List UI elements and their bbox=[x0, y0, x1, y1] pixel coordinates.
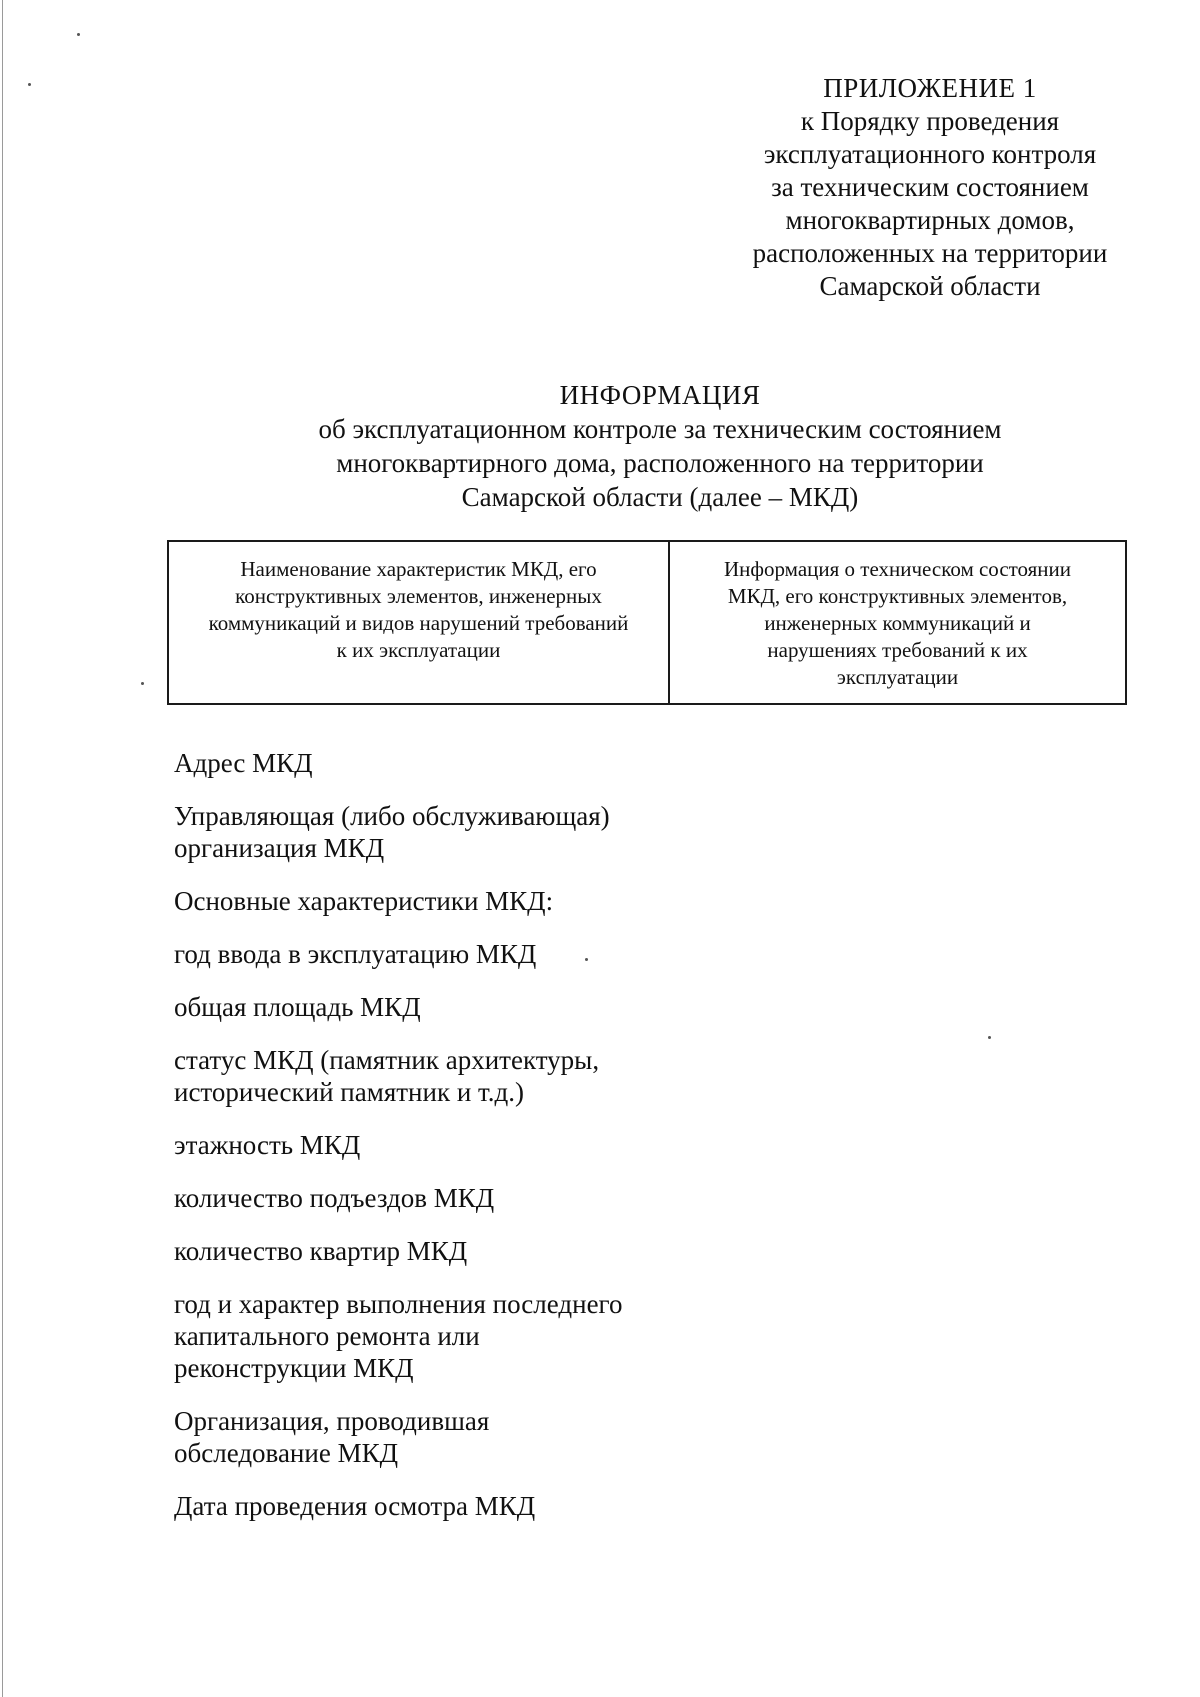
info-table bbox=[167, 540, 1127, 705]
heading-subtitle-line: Самарской области (далее – МКД) bbox=[461, 482, 859, 512]
appendix-block bbox=[700, 72, 1160, 303]
appendix-line: расположенных на территории bbox=[752, 238, 1108, 268]
field-address bbox=[174, 747, 734, 779]
heading-subtitle-line: многоквартирного дома, расположенного на территории bbox=[336, 448, 984, 478]
heading-subtitle-line: об эксплуатационном контроле за техническим состоянием bbox=[318, 414, 1002, 444]
table-header-technical-state bbox=[669, 541, 1126, 704]
field-line: год и характер выполнения последнего bbox=[174, 1289, 623, 1319]
field-list bbox=[174, 747, 734, 1543]
field-line: год ввода в эксплуатацию МКД bbox=[174, 939, 537, 969]
field-apartments bbox=[174, 1235, 734, 1267]
appendix-line: за техническим состоянием bbox=[771, 172, 1089, 202]
header-line: эксплуатации bbox=[836, 665, 959, 689]
scan-speck bbox=[28, 83, 31, 86]
heading-title: ИНФОРМАЦИЯ bbox=[559, 380, 761, 410]
field-line: Основные характеристики МКД: bbox=[174, 886, 554, 916]
scan-speck bbox=[585, 958, 588, 961]
header-line: нарушениях требований к их bbox=[767, 638, 1028, 662]
field-line: капитального ремонта или bbox=[174, 1321, 480, 1351]
scan-edge-line bbox=[2, 0, 3, 1697]
field-entrances bbox=[174, 1182, 734, 1214]
field-line: статус МКД (памятник архитектуры, bbox=[174, 1045, 600, 1075]
field-line: обследование МКД bbox=[174, 1438, 399, 1468]
field-inspection-date bbox=[174, 1490, 734, 1522]
scan-speck bbox=[141, 682, 144, 685]
header-line: Наименование характеристик МКД, его bbox=[240, 557, 597, 581]
field-floors bbox=[174, 1129, 734, 1161]
appendix-line: эксплуатационного контроля bbox=[763, 139, 1097, 169]
appendix-line: многоквартирных домов, bbox=[785, 205, 1075, 235]
field-last-repair bbox=[174, 1288, 734, 1384]
header-line: Информация о техническом состоянии bbox=[723, 557, 1072, 581]
field-line: Управляющая (либо обслуживающая) bbox=[174, 801, 610, 831]
table-header-characteristics bbox=[168, 541, 669, 704]
field-line: исторический памятник и т.д.) bbox=[174, 1077, 525, 1107]
field-line: организация МКД bbox=[174, 833, 385, 863]
appendix-line: Самарской области bbox=[819, 271, 1041, 301]
field-line: реконструкции МКД bbox=[174, 1353, 414, 1383]
field-line: этажность МКД bbox=[174, 1130, 361, 1160]
field-main-characteristics bbox=[174, 885, 734, 917]
header-line: МКД, его конструктивных элементов, bbox=[727, 584, 1068, 608]
table-header-row bbox=[168, 541, 1126, 704]
field-line: количество квартир МКД bbox=[174, 1236, 468, 1266]
field-line: Организация, проводившая bbox=[174, 1406, 490, 1436]
field-survey-org bbox=[174, 1405, 734, 1469]
scan-speck bbox=[988, 1036, 991, 1039]
field-line: количество подъездов МКД bbox=[174, 1183, 495, 1213]
field-management-org bbox=[174, 800, 734, 864]
header-line: к их эксплуатации bbox=[336, 638, 501, 662]
appendix-label: ПРИЛОЖЕНИЕ 1 bbox=[823, 73, 1037, 103]
field-line: Дата проведения осмотра МКД bbox=[174, 1491, 536, 1521]
header-line: коммуникаций и видов нарушений требований bbox=[208, 611, 629, 635]
field-line: Адрес МКД bbox=[174, 748, 313, 778]
header-line: инженерных коммуникаций и bbox=[764, 611, 1031, 635]
field-commissioning-year bbox=[174, 938, 734, 970]
field-total-area bbox=[174, 991, 734, 1023]
scan-speck bbox=[77, 33, 80, 36]
appendix-line: к Порядку проведения bbox=[800, 106, 1060, 136]
field-line: общая площадь МКД bbox=[174, 992, 421, 1022]
document-heading bbox=[160, 378, 1160, 514]
header-line: конструктивных элементов, инженерных bbox=[235, 584, 602, 608]
field-status bbox=[174, 1044, 734, 1108]
